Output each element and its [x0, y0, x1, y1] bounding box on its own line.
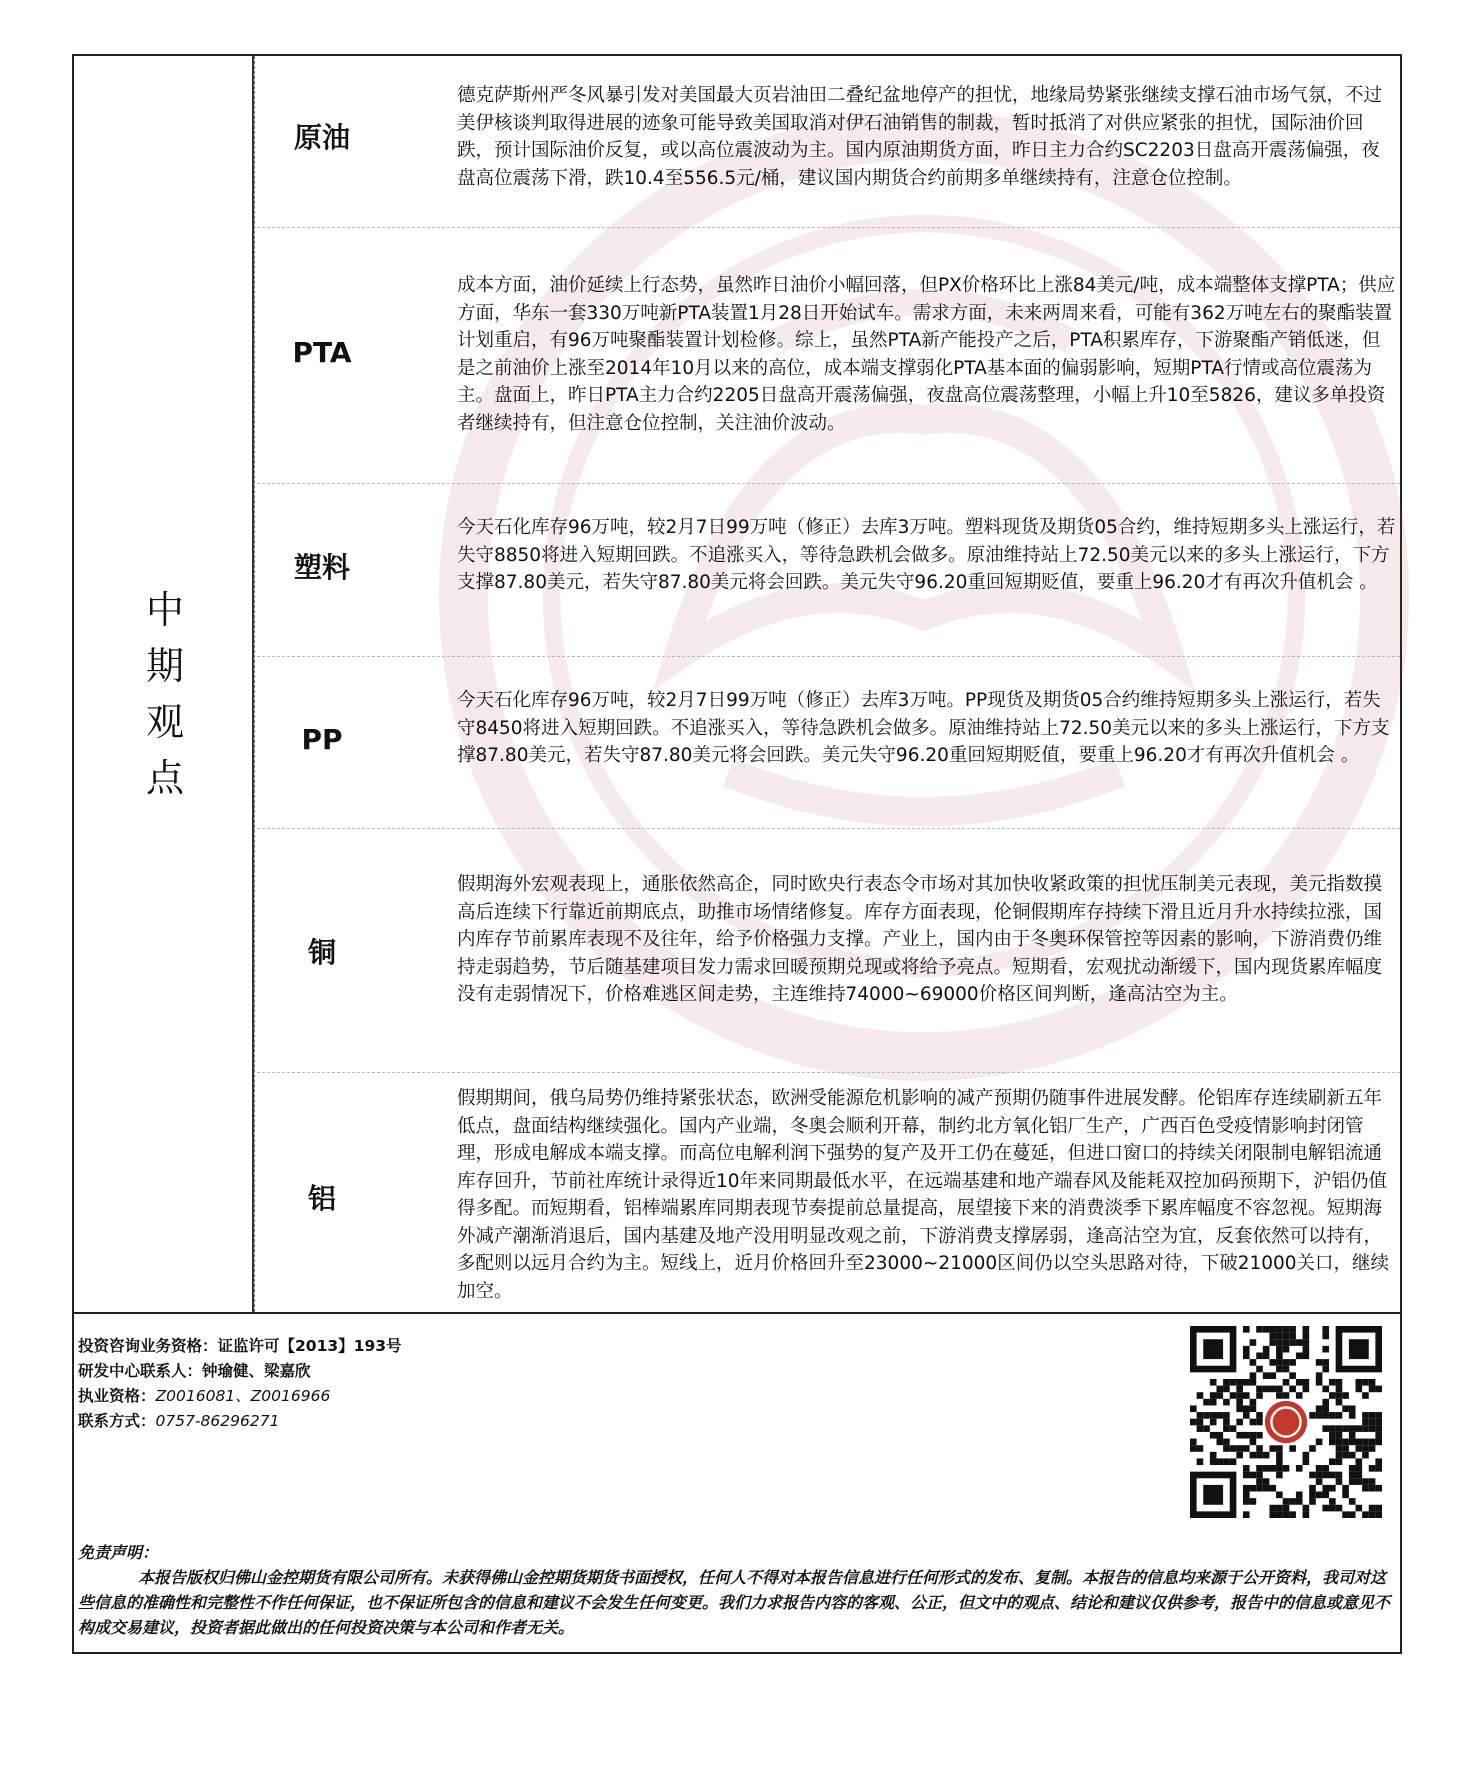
row-text: 假期海外宏观表现上，通胀依然高企，同时欧央行表态令市场对其加快收紧政策的担忧压制美元表现，美元指数摸高后连续下行靠近前期底点，助推市场情绪修复。库存方面表现，伦铜假期库存持续下滑且近月升水持续拉涨，国内库存节前累库表现不及往年，给予价格强力支撑。产业上，国内由于冬奥环保管控等因素的影响，下游消费仍维持走弱趋势，节后随基建项目发力需求回暖预期兑现或将给予亮点。短期看，宏观扰动渐缓下，国内现货累库幅度没有走弱情况下，价格难逃区间走势，主连维持74000~69000价格区间判断，逢高沽空为主。	[457, 874, 1383, 1005]
row-crude-oil	[257, 56, 1400, 228]
license-line	[78, 1384, 402, 1409]
row-aluminum	[257, 1073, 1400, 1312]
row-text: 成本方面，油价延续上行态势，虽然昨日油价小幅回落，但PX价格环比上涨84美元/吨，成本端整体支撑PTA；供应方面，华东一套330万吨新PTA装置1月28日开始试车。需求方面，未来两周来看，可能有362万吨左右的聚酯装置计划重启，有96万吨聚酯装置计划检修。综上，虽然PTA新产能投产之后，PTA积累库存，下游聚酯产销低迷，但是之前油价上涨至2014年10月以来的高位，成本端支撑弱化PTA基本面的偏弱影响，短期PTA行情或高位震荡为主。盘面上，昨日PTA主力合约2205日盘高开震荡偏强，夜盘高位震荡整理，小幅上升10至5826，建议多单投资者继续持有，但注意仓位控制，关注油价波动。	[457, 275, 1396, 434]
contacts-line	[78, 1359, 402, 1384]
phone-value: 0757-86296271	[155, 1412, 280, 1430]
category-label: 铝	[307, 1182, 336, 1215]
row-text: 假期期间，俄乌局势仍维持紧张状态，欧洲受能源危机影响的减产预期仍随事件进展发酵。伦铝库存连续刷新五年低点，盘面结构继续强化。国内产业端，冬奥会顺利开幕，制约北方氧化铝厂生产，广西百色受疫情影响封闭管理，形成电解成本端支撑。而高位电解利润下强势的复产及开工仍在蔓延，但进口窗口的持续关闭限制电解铝流通库存回升，节前社库统计录得近10年来同期最低水平，在远端基建和地产端春风及能耗双控加码预期下，沪铝仍值得多配。而短期看，铝棒端累库同期表现节奏提前总量提高，展望接下来的消费淡季下累库幅度不容忽视。短期海外减产潮渐消退后，国内基建及地产没用明显改观之前，下游消费支撑孱弱，逢高沽空为宜，反套依然可以持有，多配则以远月合约为主。短线上，近月价格回升至23000~21000区间仍以空头思路对待，下破21000关口，继续加空。	[457, 1088, 1390, 1302]
row-copper	[257, 829, 1400, 1073]
contacts-value: 钟瑜健、梁嘉欣	[202, 1362, 311, 1380]
category-label: PP	[301, 723, 343, 756]
category-label: 原油	[293, 121, 350, 154]
contact-block	[78, 1334, 402, 1434]
disclaimer-body: 本报告版权归佛山金控期货有限公司所有。未获得佛山金控期货期货书面授权，任何人不得对本报告信息进行任何形式的发布、复制。本报告的信息均来源于公开资料，我司对这些信息的准确性和完整性不作任何保证，也不保证所包含的信息和建议不会发生任何变更。我们力求报告内容的客观、公正，但文中的观点、结论和建议仅供参考，报告中的信息或意见不构成交易建议，投资者据此做出的任何投资决策与本公司和作者无关。	[78, 1568, 1391, 1637]
qualification-value: 证监许可【2013】193号	[217, 1337, 402, 1355]
row-pp	[257, 657, 1400, 829]
side-divider	[254, 56, 255, 1312]
row-pta	[257, 228, 1400, 484]
license-value: Z0016081、Z0016966	[155, 1387, 331, 1405]
report-page	[72, 54, 1402, 1654]
qualification-label: 投资咨询业务资格：	[78, 1337, 218, 1355]
row-text: 今天石化库存96万吨，较2月7日99万吨（修正）去库3万吨。PP现货及期货05合约维持短期多头上涨运行，若失守8450将进入短期回跌。不追涨买入，等待急跌机会做多。原油维持站上72.50美元以来的多头上涨运行，下方支撑87.80美元，若失守87.80美元将会回跌。美元失守96.20重回短期贬值，要重上96.20才有再次升值机会 。	[457, 690, 1390, 766]
contacts-label: 研发中心联系人：	[78, 1362, 203, 1380]
category-label: 铜	[307, 936, 336, 969]
view-table	[74, 56, 1400, 1312]
qualification-line	[78, 1334, 402, 1359]
row-text: 德克萨斯州严冬风暴引发对美国最大页岩油田二叠纪盆地停产的担忧，地缘局势紧张继续支撑石油市场气氛，不过美伊核谈判取得进展的迹象可能导致美国取消对伊石油销售的制裁，暂时抵消了对供应紧张的担忧，国际油价回跌，预计国际油价反复，或以高位震波动为主。国内原油期货方面，昨日主力合约SC2203日盘高开震荡偏强，夜盘高位震荡下滑，跌10.4至556.5元/桶，建议国内期货合约前期多单继续持有，注意仓位控制。	[457, 85, 1383, 189]
section-title: 中期观点	[145, 588, 186, 800]
license-label: 执业资格：	[78, 1387, 156, 1405]
qr-code-icon[interactable]	[1190, 1326, 1382, 1518]
phone-line	[78, 1409, 402, 1434]
disclaimer	[78, 1540, 1396, 1640]
phone-label: 联系方式：	[78, 1412, 156, 1430]
footer-divider	[74, 1312, 1400, 1314]
category-label: 塑料	[293, 551, 350, 584]
row-text: 今天石化库存96万吨，较2月7日99万吨（修正）去库3万吨。塑料现货及期货05合约，维持短期多头上涨运行，若失守8850将进入短期回跌。不追涨买入，等待急跌机会做多。原油维持站上72.50美元以来的多头上涨运行，下方支撑87.80美元，若失守87.80美元将会回跌。美元失守96.20重回短期贬值，要重上96.20才有再次升值机会 。	[457, 517, 1396, 593]
disclaimer-title: 免责声明：	[78, 1543, 159, 1562]
row-plastic	[257, 484, 1400, 657]
category-label: PTA	[292, 336, 352, 369]
